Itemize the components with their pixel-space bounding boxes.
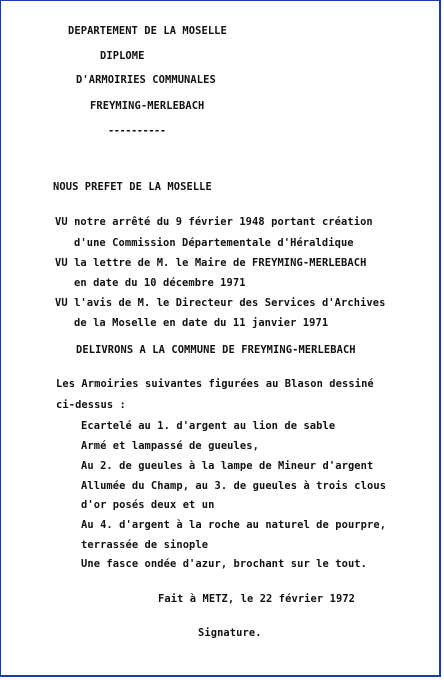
blazon-line: Au 2. de gueules à la lampe de Mineur d'argent — [81, 460, 374, 472]
blazon-line: d'or posés deux et un — [81, 499, 215, 511]
header-separator: ---------- — [108, 125, 166, 137]
blazon-line: Une fasce ondée d'azur, brochant sur le tout. — [81, 558, 368, 570]
blazon-line: Ecartelé au 1. d'argent au lion de sable — [81, 420, 336, 432]
blazon-line: Allumée du Champ, au 3. de gueules à trois clous — [81, 480, 387, 492]
delivrons-line: DELIVRONS A LA COMMUNE DE FREYMING-MERLEBACH — [76, 344, 356, 356]
vu-avis-line-1: VU l'avis de M. le Directeur des Services d'Archives — [55, 297, 386, 309]
commune-heading: FREYMING-MERLEBACH — [90, 100, 205, 112]
diploma-heading: DIPLOME — [100, 50, 145, 62]
armoiries-intro-line-2: ci-dessus : — [56, 399, 126, 411]
prefect-line: NOUS PREFET DE LA MOSELLE — [53, 181, 212, 193]
armoiries-heading: D'ARMOIRIES COMMUNALES — [76, 74, 216, 86]
vu-decree-line-2: d'une Commission Départementale d'Héraldique — [74, 237, 354, 249]
blazon-line: Au 4. d'argent à la roche au naturel de pourpre, — [81, 519, 387, 531]
vu-letter-line-2: en date du 10 décembre 1971 — [74, 277, 246, 289]
blazon-line: Armé et lampassé de gueules, — [81, 440, 259, 452]
vu-decree-line-1: VU notre arrêté du 9 février 1948 portant création — [55, 216, 373, 228]
department-heading: DEPARTEMENT DE LA MOSELLE — [68, 25, 227, 37]
signature-line: Signature. — [198, 627, 262, 639]
armoiries-intro-line-1: Les Armoiries suivantes figurées au Blason dessiné — [56, 378, 374, 390]
place-date-line: Fait à METZ, le 22 février 1972 — [158, 593, 356, 605]
vu-letter-line-1: VU la lettre de M. le Maire de FREYMING-MERLEBACH — [55, 257, 367, 269]
blazon-line: terrassée de sinople — [81, 539, 209, 551]
vu-avis-line-2: de la Moselle en date du 11 janvier 1971 — [74, 317, 329, 329]
